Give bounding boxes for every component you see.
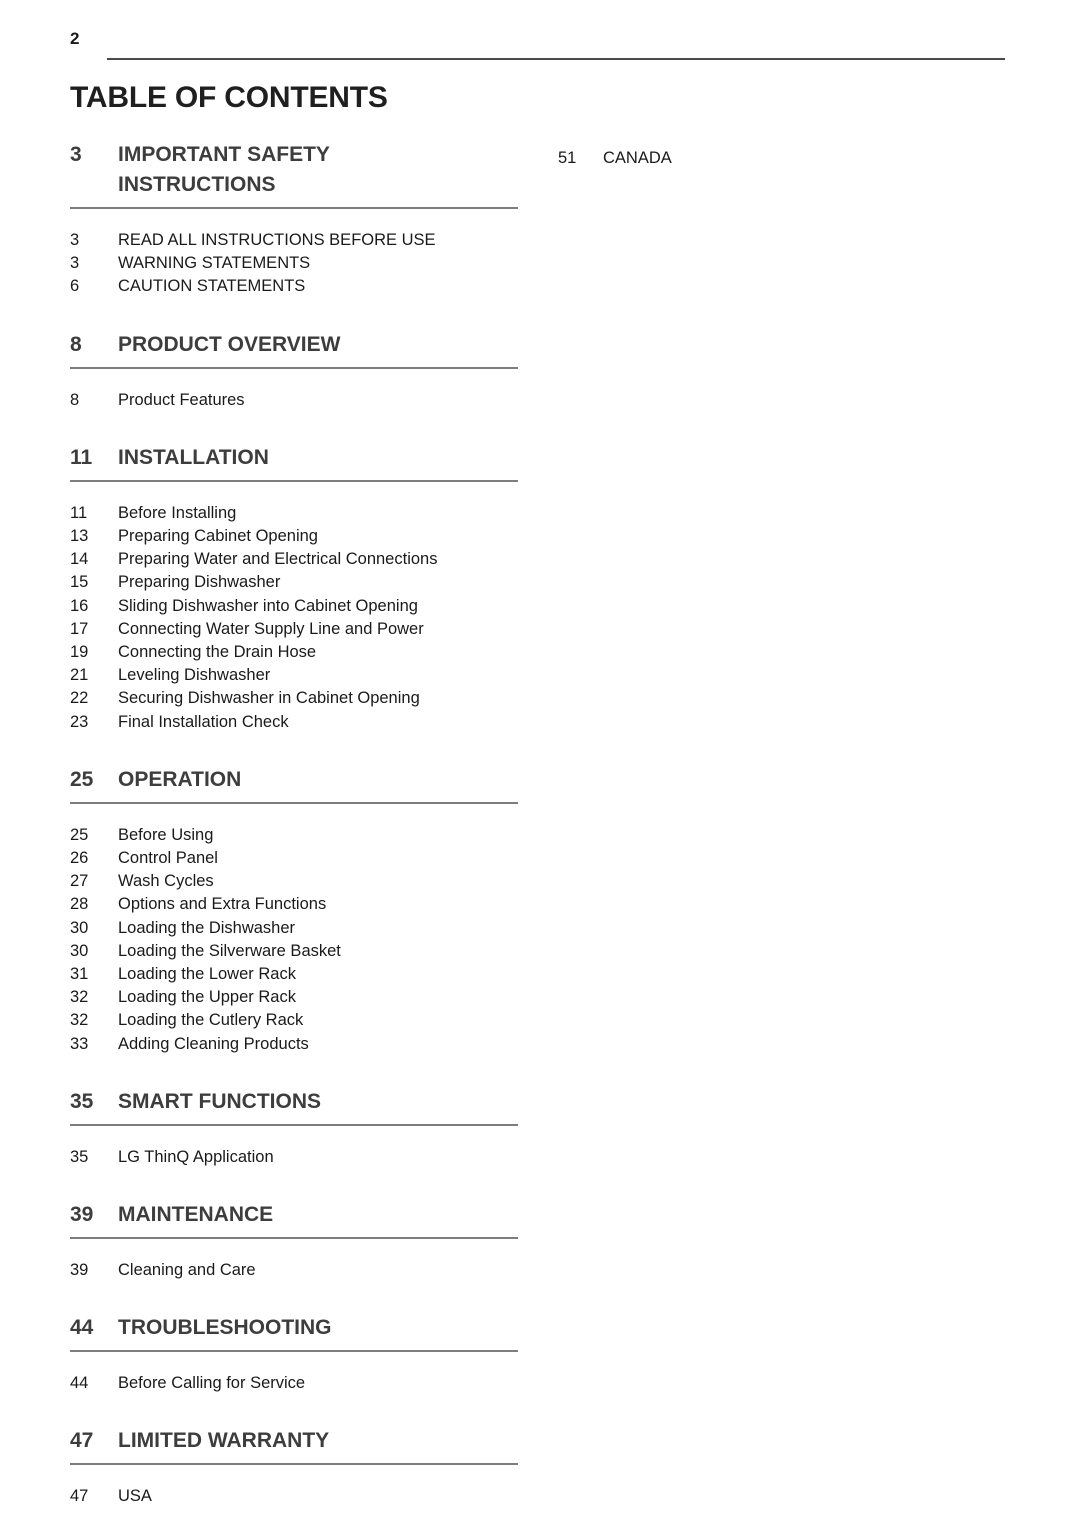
entry-label: CAUTION STATEMENTS — [118, 277, 306, 296]
entry-page-number: 30 — [70, 918, 89, 937]
section-page-number: 3 — [70, 143, 82, 166]
section-heading — [70, 140, 518, 209]
entry-label: Connecting the Drain Hose — [118, 643, 317, 662]
section-page-number: 8 — [70, 332, 82, 356]
entry-page-number: 19 — [70, 643, 89, 662]
entry-page-number: 30 — [70, 941, 89, 960]
toc-entry — [70, 1009, 518, 1032]
toc-section — [70, 765, 518, 1056]
section-entry-list — [70, 824, 518, 1056]
toc-entry — [70, 229, 518, 252]
entry-page-number: 25 — [70, 825, 89, 844]
entry-page-number: 6 — [70, 277, 80, 296]
entry-page-number: 51 — [558, 149, 577, 167]
toc-entry — [70, 548, 518, 571]
entry-label: Wash Cycles — [118, 872, 214, 891]
section-page-number: 25 — [70, 767, 94, 791]
toc-entry — [70, 275, 518, 298]
entry-label: Product Features — [118, 390, 245, 409]
toc-section — [70, 140, 518, 299]
section-heading — [70, 330, 518, 369]
entry-page-number: 35 — [70, 1147, 89, 1166]
toc-right-column — [558, 140, 1005, 170]
entry-label: Connecting Water Supply Line and Power — [118, 619, 424, 638]
section-page-number: 11 — [70, 445, 93, 469]
entry-label: Sliding Dishwasher into Cabinet Opening — [118, 596, 418, 615]
section-title: MAINTENANCE — [118, 1203, 274, 1227]
entry-label: Final Installation Check — [118, 712, 289, 731]
toc-section — [70, 1087, 518, 1169]
entry-page-number: 14 — [70, 550, 89, 569]
entry-page-number: 26 — [70, 849, 89, 868]
entry-label: Cleaning and Care — [118, 1261, 256, 1280]
toc-entry — [70, 893, 518, 916]
entry-label: Options and Extra Functions — [118, 895, 327, 914]
entry-page-number: 17 — [70, 619, 89, 638]
page-number: 2 — [70, 29, 80, 48]
toc-entry — [70, 252, 518, 275]
entry-label: Before Installing — [118, 503, 237, 522]
section-title: LIMITED WARRANTY — [118, 1429, 330, 1453]
toc-section — [70, 1313, 518, 1395]
toc-entry — [70, 870, 518, 893]
toc-entry — [70, 847, 518, 870]
section-title: SMART FUNCTIONS — [118, 1089, 321, 1113]
entry-page-number: 33 — [70, 1034, 89, 1053]
entry-label: LG ThinQ Application — [118, 1147, 274, 1166]
toc-entry — [70, 940, 518, 963]
entry-label: Preparing Water and Electrical Connections — [118, 550, 438, 569]
entry-label: Preparing Dishwasher — [118, 573, 281, 592]
entry-page-number: 16 — [70, 596, 89, 615]
section-heading — [70, 1200, 518, 1239]
section-title: OPERATION — [118, 767, 242, 791]
toc-entry — [70, 1259, 518, 1282]
entry-page-number: 23 — [70, 712, 89, 731]
section-page-number: 35 — [70, 1089, 94, 1113]
toc-entry — [70, 664, 518, 687]
section-title: TROUBLESHOOTING — [118, 1316, 332, 1340]
toc-entry — [70, 917, 518, 940]
section-entry-list — [70, 1372, 518, 1395]
toc-entry — [70, 502, 518, 525]
entry-page-number: 32 — [70, 988, 89, 1007]
toc-entry — [70, 986, 518, 1009]
entry-label: Loading the Cutlery Rack — [118, 1011, 304, 1030]
toc-entry — [70, 525, 518, 548]
section-title: IMPORTANT SAFETY INSTRUCTIONS — [118, 143, 330, 196]
toc-columns — [0, 140, 1075, 1540]
entry-label: USA — [118, 1487, 152, 1506]
section-heading — [70, 443, 518, 482]
entry-page-number: 3 — [70, 231, 80, 249]
entry-label: READ ALL INSTRUCTIONS BEFORE USE — [118, 231, 436, 249]
page-title: TABLE OF CONTENTS — [70, 81, 388, 114]
entry-page-number: 3 — [70, 254, 80, 273]
section-heading — [70, 1426, 518, 1465]
entry-page-number: 39 — [70, 1261, 89, 1280]
entry-page-number: 22 — [70, 689, 89, 708]
toc-entry — [70, 618, 518, 641]
entry-label: Loading the Lower Rack — [118, 965, 296, 984]
toc-entry — [70, 711, 518, 734]
section-page-number: 47 — [70, 1429, 94, 1453]
toc-entry — [70, 389, 518, 412]
toc-left-column — [70, 140, 518, 1540]
toc-section — [70, 1426, 518, 1508]
toc-entry — [70, 1485, 518, 1508]
entry-label: Before Using — [118, 825, 214, 844]
entry-label: Preparing Cabinet Opening — [118, 527, 318, 546]
section-entry-list — [70, 389, 518, 412]
entry-label: Control Panel — [118, 849, 218, 868]
toc-entry — [70, 963, 518, 986]
entry-label: Adding Cleaning Products — [118, 1034, 309, 1053]
entry-page-number: 13 — [70, 527, 89, 546]
toc-entry — [70, 1372, 518, 1395]
toc-entry — [70, 1033, 518, 1056]
section-title: PRODUCT OVERVIEW — [118, 332, 341, 356]
toc-section — [70, 1200, 518, 1282]
toc-entry — [70, 1146, 518, 1169]
section-entry-list — [70, 1146, 518, 1169]
entry-label: Leveling Dishwasher — [118, 666, 271, 685]
entry-page-number: 44 — [70, 1374, 89, 1393]
entry-label: Loading the Upper Rack — [118, 988, 296, 1007]
entry-label: Loading the Silverware Basket — [118, 941, 341, 960]
entry-page-number: 21 — [70, 666, 89, 685]
toc-entry — [70, 824, 518, 847]
header-rule — [107, 58, 1005, 60]
entry-label: WARNING STATEMENTS — [118, 254, 311, 273]
section-heading — [70, 1313, 518, 1352]
toc-entry — [70, 641, 518, 664]
section-page-number: 39 — [70, 1203, 94, 1227]
toc-section — [70, 443, 518, 734]
page-header — [0, 0, 1075, 60]
section-entry-list — [70, 502, 518, 734]
section-page-number: 44 — [70, 1316, 94, 1340]
toc-section — [70, 330, 518, 412]
entry-page-number: 15 — [70, 573, 89, 592]
toc-entry — [70, 687, 518, 710]
section-entry-list — [70, 1259, 518, 1282]
section-title: INSTALLATION — [118, 445, 269, 469]
entry-page-number: 28 — [70, 895, 89, 914]
entry-page-number: 32 — [70, 1011, 89, 1030]
section-entry-list — [70, 229, 518, 299]
entry-label: Loading the Dishwasher — [118, 918, 296, 937]
section-heading — [70, 1087, 518, 1126]
entry-page-number: 11 — [70, 503, 88, 522]
toc-entry — [70, 595, 518, 618]
entry-label: Before Calling for Service — [118, 1374, 306, 1393]
entry-page-number: 27 — [70, 872, 89, 891]
toc-entry — [558, 147, 1005, 170]
entry-label: CANADA — [603, 149, 672, 167]
entry-label: Securing Dishwasher in Cabinet Opening — [118, 689, 420, 708]
toc-entry — [70, 571, 518, 594]
entry-page-number: 8 — [70, 390, 80, 409]
entry-page-number: 31 — [70, 965, 89, 984]
section-entry-list — [70, 1485, 518, 1508]
entry-page-number: 47 — [70, 1487, 89, 1506]
section-heading — [70, 765, 518, 804]
